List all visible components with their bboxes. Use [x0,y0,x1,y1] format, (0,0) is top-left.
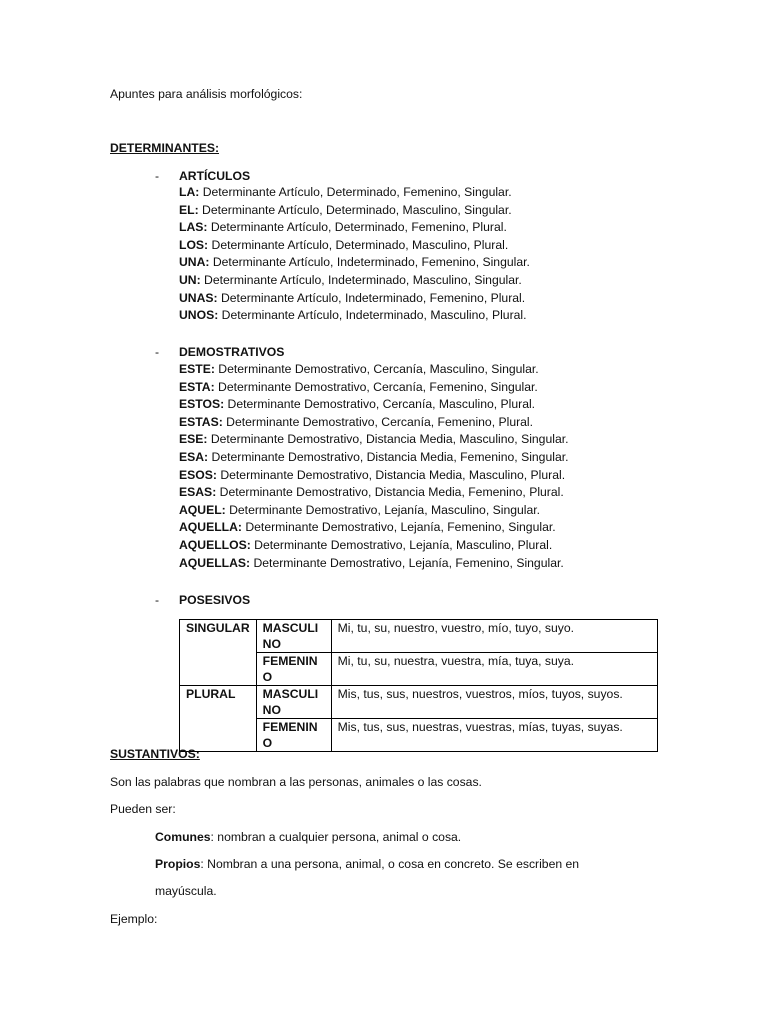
table-row [180,620,658,653]
term: AQUELLA: [179,520,242,535]
term: LOS: [179,237,209,252]
forms-cell: Mi, tu, su, nuestro, vuestro, mío, tuyo, suyo. [331,620,657,653]
list-item [179,237,530,255]
posesivos-title: POSESIVOS [179,593,251,607]
description: Determinante Artículo, Determinado, Masculino, Plural. [208,237,509,252]
list-item [179,414,569,432]
forms-cell: Mis, tus, sus, nuestros, vuestros, míos, tuyos, suyos. [331,686,657,719]
list-item [179,379,569,397]
description: Determinante Demostrativo, Distancia Media, Masculino, Plural. [216,467,566,482]
term: UNOS: [179,308,219,323]
description: Determinante Demostrativo, Lejanía, Masculino, Plural. [250,537,553,552]
description: Determinante Demostrativo, Cercanía, Femenino, Singular. [214,379,538,394]
list-item [179,502,569,520]
term: ESAS: [179,485,217,500]
description: Determinante Artículo, Indeterminado, Masculino, Plural. [218,308,527,323]
sustantivos-definition: Son las palabras que nombran a las personas, animales o las cosas. [110,775,482,789]
forms-cell: Mi, tu, su, nuestra, vuestra, mía, tuya, suya. [331,653,657,686]
list-item [179,361,569,379]
description: Determinante Demostrativo, Cercanía, Masculino, Plural. [224,397,536,412]
list-item [179,219,530,237]
list-item [179,307,530,325]
description: Determinante Artículo, Determinado, Femenino, Singular. [199,185,512,199]
term: ESTA: [179,379,215,394]
articulos-list [179,184,530,325]
term: ESTOS: [179,397,225,412]
list-item [179,290,530,308]
term: ESOS: [179,467,217,482]
determinantes-heading: DETERMINANTES: [110,141,220,155]
gender-cell: FEMENINO [256,653,331,686]
sustantivos-heading: SUSTANTIVOS: [110,747,200,761]
demostrativos-list [179,361,569,572]
description: Determinante Demostrativo, Distancia Media, Masculino, Singular. [207,432,569,447]
list-item [179,467,569,485]
term: UN: [179,272,201,287]
term: UNAS: [179,290,218,305]
propios-desc: : Nombran a una persona, animal, o cosa en concreto. Se escriben en [200,857,580,871]
list-item [179,449,569,467]
list-item [179,272,530,290]
comunes-desc: : nombran a cualquier persona, animal o cosa. [210,830,462,844]
ejemplo-line: Ejemplo: [110,912,158,926]
description: Determinante Demostrativo, Lejanía, Masculino, Singular. [225,502,541,517]
term: AQUEL: [179,502,226,517]
description: Determinante Artículo, Indeterminado, Femenino, Singular. [209,255,530,270]
list-item [179,431,569,449]
gender-cell: MASCULINO [256,620,331,653]
term: LAS: [179,220,208,235]
term: ESTE: [179,362,215,376]
description: Determinante Artículo, Indeterminado, Femenino, Plural. [217,290,526,305]
articulos-title: ARTÍCULOS [179,169,251,183]
term: AQUELLAS: [179,555,251,570]
term: EL: [179,202,199,217]
term: ESTAS: [179,414,223,429]
propios-term: Propios [155,857,201,871]
description: Determinante Demostrativo, Lejanía, Femenino, Singular. [241,520,556,535]
propios-continuation: mayúscula. [155,884,217,898]
list-item [179,396,569,414]
term: UNA: [179,255,210,270]
term: AQUELLOS: [179,537,251,552]
propios-line [155,857,579,871]
list-item [179,254,530,272]
term: ESE: [179,432,208,447]
description: Determinante Demostrativo, Distancia Media, Femenino, Plural. [216,485,564,500]
forms-cell: Mis, tus, sus, nuestras, vuestras, mías, tuyas, suyas. [331,719,657,752]
description: Determinante Artículo, Indeterminado, Masculino, Singular. [200,272,522,287]
list-item [179,519,569,537]
gender-cell: FEMENINO [256,719,331,752]
description: Determinante Demostrativo, Cercanía, Femenino, Plural. [222,414,534,429]
description: Determinante Artículo, Determinado, Femenino, Plural. [207,220,507,235]
bullet-dash: - [155,593,160,607]
posesivos-table [179,619,658,752]
bullet-dash: - [155,169,160,183]
description: Determinante Artículo, Determinado, Masculino, Singular. [198,202,512,217]
list-item [179,537,569,555]
list-item [179,555,569,573]
bullet-dash: - [155,345,160,359]
comunes-line [155,830,461,844]
list-item [179,184,530,202]
intro-line: Apuntes para análisis morfológicos: [110,87,303,101]
list-item [179,202,530,220]
singular-cell: SINGULAR [180,620,257,686]
description: Determinante Demostrativo, Lejanía, Femenino, Singular. [250,555,564,570]
description: Determinante Demostrativo, Distancia Media, Femenino, Singular. [208,449,569,464]
description: Determinante Demostrativo, Cercanía, Masculino, Singular. [214,362,539,376]
demostrativos-title: DEMOSTRATIVOS [179,345,285,359]
plural-cell: PLURAL [180,686,257,752]
term: LA: [179,185,200,199]
term: ESA: [179,449,209,464]
pueden-ser-line: Pueden ser: [110,802,176,816]
gender-cell: MASCULINO [256,686,331,719]
comunes-term: Comunes [155,830,211,844]
table-row [180,686,658,719]
list-item [179,484,569,502]
